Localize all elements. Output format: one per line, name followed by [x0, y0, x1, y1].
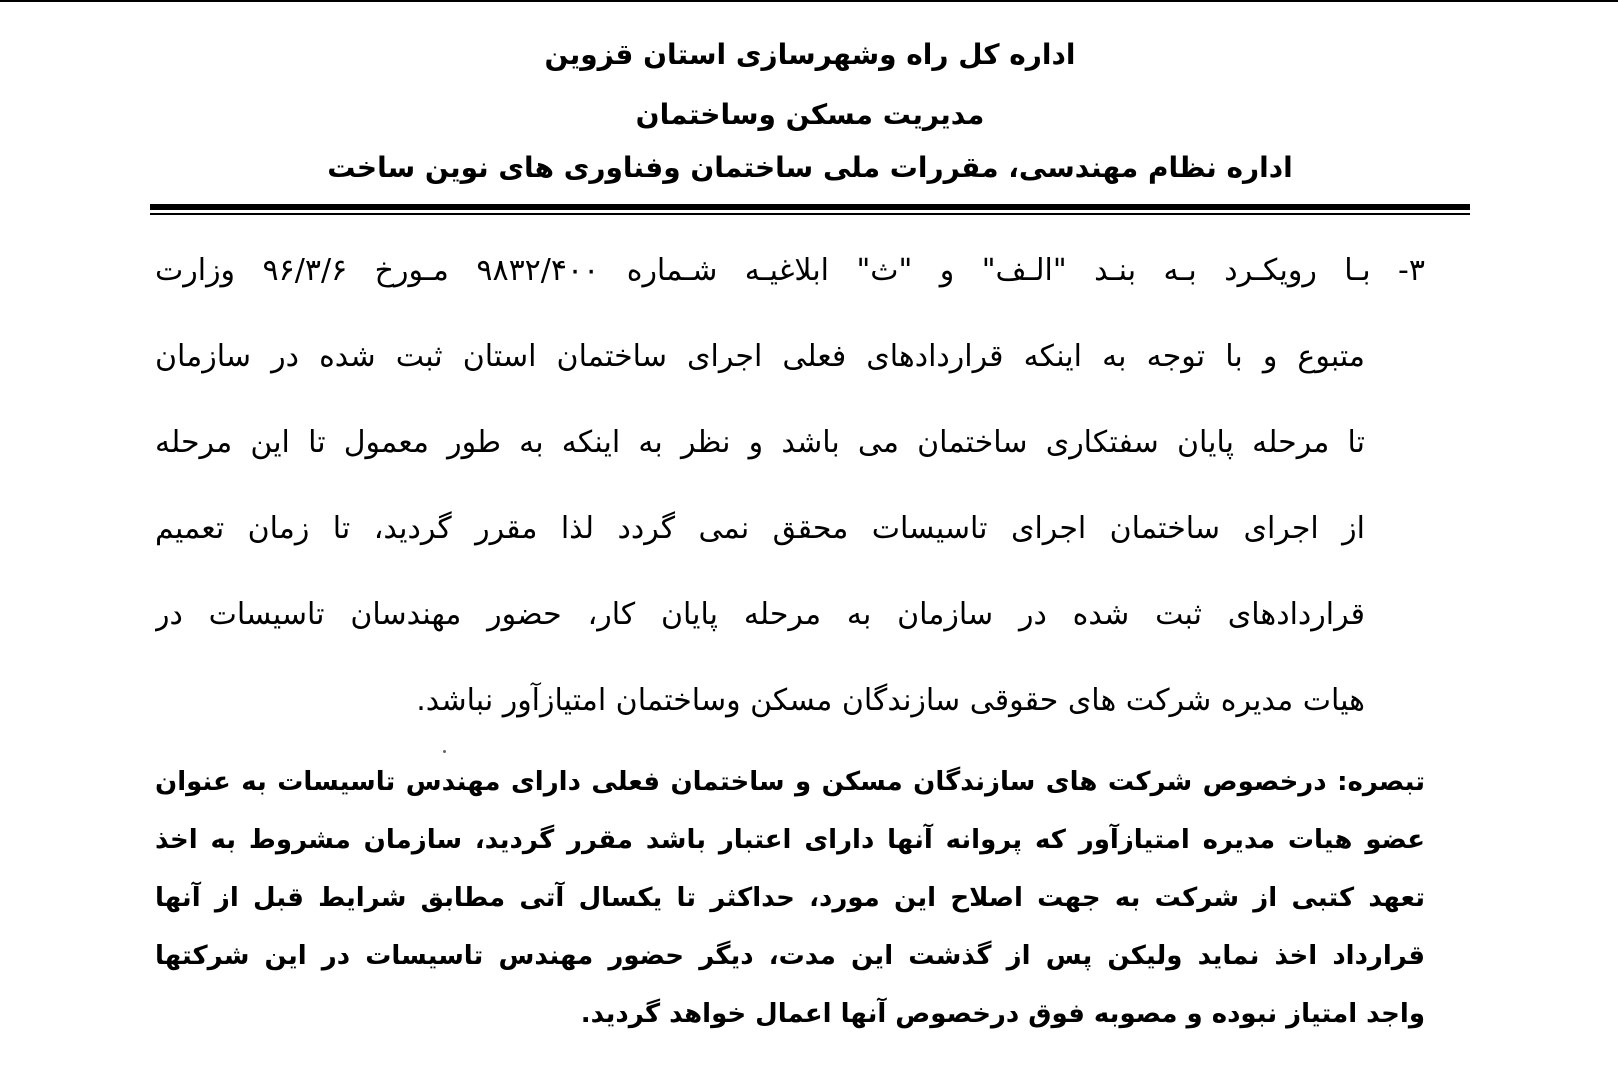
paragraph-line: قراردادهای ثبت شده در سازمان به مرحله پایان کار، حضور مهندسان تاسیسات در [155, 597, 1365, 632]
paragraph-line: ۳- بـا رویکـرد بـه بنـد "الـف" و "ث" ابلاغیـه شـماره ۹۸۳۲/۴۰۰ مـورخ ۹۶/۳/۶ وزارت [155, 253, 1425, 288]
header-divider-thick [150, 204, 1470, 210]
paragraph-line: متبوع و با توجه به اینکه قراردادهای فعلی اجرای ساختمان استان ثبت شده در سازمان [155, 339, 1365, 374]
header-divider-thin [150, 213, 1470, 215]
header-department: مدیریت مسکن وساختمان [635, 98, 985, 131]
header-office: اداره نظام مهندسی، مقررات ملی ساختمان وفناوری های نوین ساخت [327, 151, 1293, 184]
paragraph-line: از اجرای ساختمان اجرای تاسیسات محقق نمی گردد لذا مقرر گردید، تا زمان تعمیم [155, 511, 1365, 546]
note-line: قرارداد اخذ نماید ولیکن پس از گذشت این مدت، دیگر حضور مهندس تاسیسات در این شرکتها [155, 941, 1425, 971]
note-line: تبصره: درخصوص شرکت های سازندگان مسکن و ساختمان فعلی دارای مهندس تاسیسات به عنوان [155, 767, 1425, 797]
note-line: عضو هیات مدیره امتیازآور که پروانه آنها دارای اعتبار باشد مقرر گردید، سازمان مشروط به اخذ [155, 825, 1425, 855]
page-top-border [0, 0, 1618, 2]
note-line: تعهد کتبی از شرکت به جهت اصلاح این مورد، حداکثر تا یکسال آتی مطابق شرایط قبل از آنها [155, 883, 1425, 913]
header-organization: اداره کل راه وشهرسازی استان قزوین [544, 38, 1076, 71]
paragraph-line: تا مرحله پایان سفتکاری ساختمان می باشد و نظر به اینکه به طور معمول تا این مرحله [155, 425, 1365, 460]
paragraph-line: هیات مدیره شرکت های حقوقی سازندگان مسکن وساختمان امتیازآور نباشد. [416, 683, 1365, 718]
scan-speck [443, 750, 446, 753]
note-line: واجد امتیاز نبوده و مصوبه فوق درخصوص آنها اعمال خواهد گردید. [580, 999, 1425, 1029]
